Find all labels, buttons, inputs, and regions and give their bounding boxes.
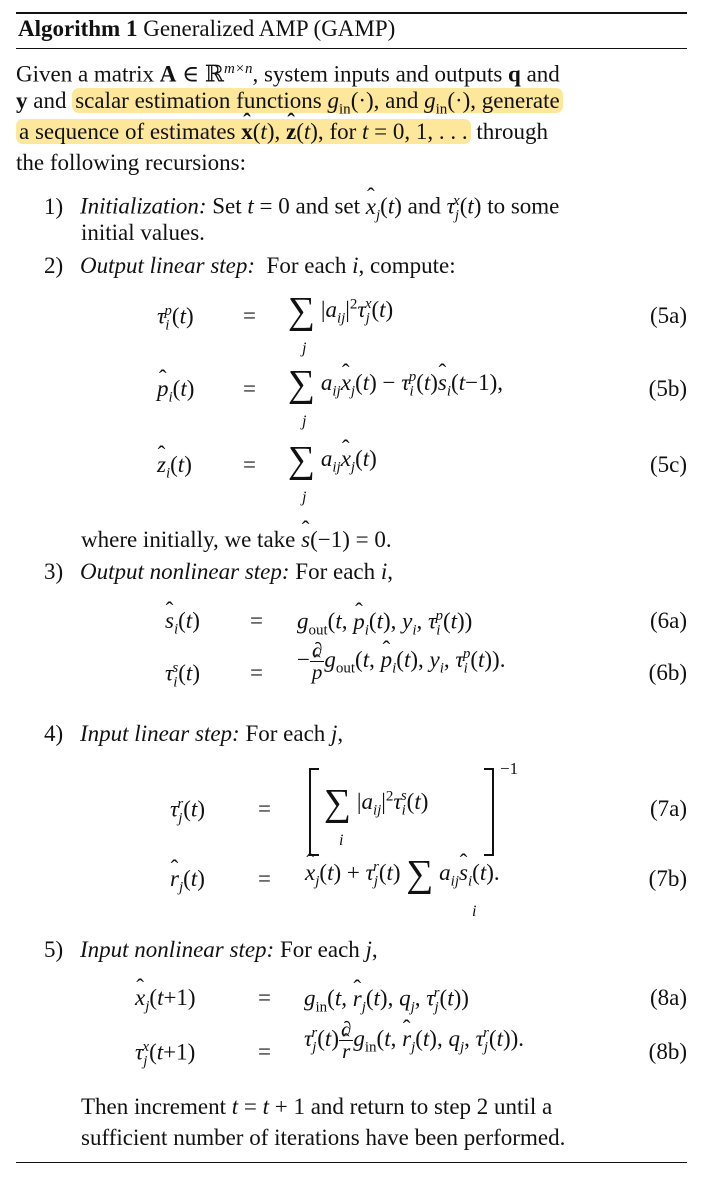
title-rule (16, 48, 687, 49)
eq-5a-rhs: ∑ $|a_{ij}|^2\tau_j^x(t)$ (288, 290, 394, 332)
step-2: 2) Output linear step: For each i, compute: (44, 253, 456, 278)
left-bracket (309, 768, 319, 856)
eq-5c-lhs: ̂ $z_i(t)$ (157, 452, 192, 483)
step-4: 4) Input linear step: For each j, (44, 721, 344, 746)
eq-5a-number: (5a) (649, 303, 687, 328)
eq-8b-lhs: $\tau_j^x(t+1)$ (135, 1039, 196, 1070)
eq-7a-rhs: ∑ $|a_{ij}|^2\tau_i^s(t)$ (324, 782, 429, 824)
eq-5b-number: (5b) (648, 376, 687, 401)
eq-5c-rhs: ∑ $a_{ij}̂$ $x_j(t)$ (288, 441, 377, 479)
right-bracket (484, 768, 494, 856)
eq-6b-lhs: $\tau_i^s(t)$ (165, 660, 200, 691)
eq-7b-rhs: ̂ $x_j(t) + \tau_j^r(t)$ ∑ $a_{ij}̂$ $s_i(t)$. (305, 855, 500, 893)
step-1: 1) Initialization: Set t = 0 and set ̂ $x_j(t)$ and $\tau_j^x(t)$ to some (44, 186, 559, 231)
eq-8b-number: (8b) (648, 1039, 687, 1064)
eq-6a-number: (6a) (649, 608, 687, 633)
intro-line-3: a sequence of estimates ̂ x(t), ̂ z(t), for t = 0, 1, . . . through (16, 116, 687, 147)
algorithm-label: Algorithm 1 (18, 16, 138, 41)
eq-8a-number: (8a) (649, 985, 687, 1010)
highlight-2: a sequence of estimates ̂ x(t), ̂ z(t), for t = 0, 1, . . . (16, 119, 471, 144)
algorithm-name: Generalized AMP (GAMP) (143, 16, 396, 41)
eq-6b-number: (6b) (648, 660, 687, 685)
eq-7b-lhs: ̂ $r_j(t)$ (170, 866, 205, 897)
bottom-rule (16, 1162, 687, 1163)
eq-5c-number: (5c) (649, 452, 687, 477)
final-line-2: sufficient number of iterations have been performed. (81, 1125, 566, 1150)
eq-5a-lhs: $\tau_i^p(t)$ (157, 303, 194, 334)
algorithm-title (18, 16, 395, 42)
final-line-1: Then increment t = t + 1 and return to step 2 until a (81, 1094, 553, 1119)
step-3: 3) Output nonlinear step: For each i, (44, 559, 394, 584)
step-1-cont: initial values. (81, 220, 205, 245)
intro-line-1: Given a matrix A ∈ ℝ$^{m\times n}$, system inputs and outputs q and (16, 61, 560, 87)
top-rule (16, 12, 687, 14)
eq-8a-rhs: $g_{in}(t$, ̂ $r_j(t)$, $q_j$, $\tau_j^r(t)$) (304, 985, 469, 1016)
eq-6a-lhs: ̂ $s_i(t)$ (165, 608, 200, 639)
eq-8a-lhs: ̂ $x_j(t+1)$ (135, 985, 196, 1016)
eq-8b-rhs: $\tau_j^r(t)$ ∂ ̂ r $g_{in}(t$, ̂ $r_j(t)$, $q_j$, $\tau_j^r(t)$). (304, 1019, 524, 1062)
eq-6a-rhs: $g_{out}(t$, ̂ $p_i(t)$, $y_i$, $\tau_i^p(t)$) (297, 608, 472, 639)
highlight-1: scalar estimation functions $g_{in}(\cdot)$, and $g_{in}(\cdot)$, generate (72, 88, 562, 113)
eq-7a-number: (7a) (649, 796, 687, 821)
intro-line-2: y and scalar estimation functions $g_{in}(\cdot)$, and $g_{in}(\cdot)$, generate (16, 85, 687, 116)
eq-6b-rhs: − ∂ ̂ p $g_{out}(t$, ̂ $p_i(t)$, $y_i$, $\tau_i^p(t)$). (297, 640, 505, 683)
eq-7a-lhs: $\tau_j^r(t)$ (170, 796, 205, 827)
eq-5b-rhs: ∑ $a_{ij}̂$ $x_j(t)$ − $\tau_i^p(t)̂$ $s_i(t-1)$, (288, 365, 503, 403)
eq-5b-lhs: ̂ $p_i(t)$ (157, 376, 194, 407)
eq-7b-number: (7b) (648, 866, 687, 891)
step-5: 5) Input nonlinear step: For each j, (44, 937, 378, 962)
inverse-exponent: −1 (500, 759, 519, 778)
intro-line-4: the following recursions: (16, 150, 246, 175)
where-initially: where initially, we take ̂ s(−1) = 0. (81, 524, 392, 555)
